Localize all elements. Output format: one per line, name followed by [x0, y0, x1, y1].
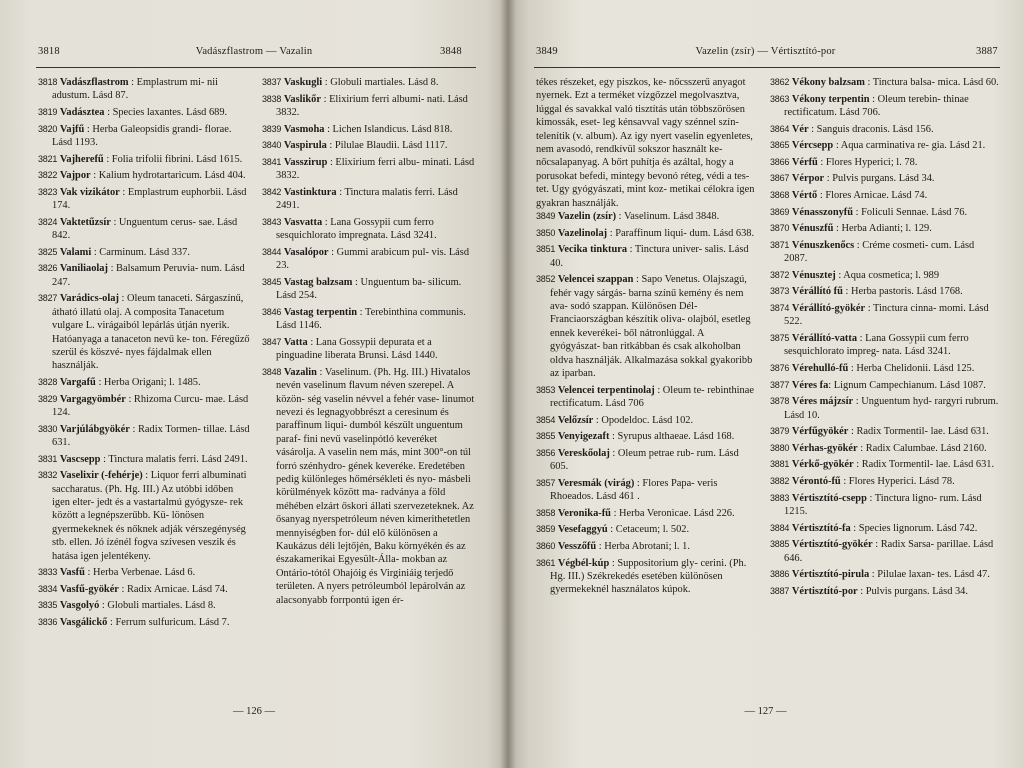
entry-number: 3882	[770, 475, 790, 486]
dictionary-entry	[536, 507, 756, 520]
entry-number: 3831	[38, 453, 58, 464]
entry-number: 3883	[770, 492, 790, 503]
dictionary-entry	[38, 393, 250, 420]
entry-number: 3864	[770, 123, 790, 134]
entry-definition: : Paraffinum liqui- dum. Lásd 638.	[607, 227, 755, 239]
entry-number: 3847	[262, 336, 282, 347]
dictionary-entry	[38, 76, 250, 103]
entry-number: 3870	[770, 223, 790, 234]
dictionary-entry	[262, 76, 476, 89]
entry-headword: Velőzsír	[557, 414, 594, 426]
dictionary-entry	[770, 538, 1000, 565]
entry-number: 3819	[38, 107, 58, 117]
entry-headword: Vérpor	[791, 173, 825, 185]
entry-headword: Vatta	[283, 336, 308, 348]
entry-headword: Varjúlábgyökér	[59, 423, 130, 435]
dictionary-entry	[536, 523, 756, 536]
entry-headword: Véres fa	[791, 379, 829, 391]
dictionary-entry	[770, 239, 1000, 266]
entry-number: 3826	[38, 263, 58, 274]
entry-headword: Vékony terpentin	[791, 93, 870, 105]
dictionary-entry	[770, 379, 1000, 392]
dictionary-entry	[536, 477, 756, 504]
entry-definition: : Species lignorum. Lásd 742.	[850, 522, 978, 534]
entry-headword: Végbél-kúp	[557, 557, 610, 569]
entry-headword: Vasalópor	[283, 246, 329, 258]
dictionary-entry	[38, 376, 250, 389]
entry-definition: : Lignum Campechianum. Lásd 1087.	[828, 379, 986, 391]
entry-number: 3820	[38, 123, 58, 134]
dictionary-entry	[262, 139, 476, 152]
entry-headword: Vazelin (zsír)	[557, 211, 617, 223]
entry-headword: Vérállító-gyökér	[791, 302, 866, 314]
entry-headword: Vértisztító-fa	[791, 522, 851, 534]
entry-number: 3835	[38, 600, 58, 611]
entry-definition: : Kalium hydrotartaricum. Lásd 404.	[90, 170, 246, 182]
entry-headword: Vesszőfű	[557, 541, 597, 553]
entry-definition: : Vaselinum. (Ph. Hg. III.) Hivatalos nevén vaselinum flavum néven szerepel. A közön- ség vaselin névvel a fehér vase- linumot nevezi és legnagyobbrészt a ceresinum és paraffinum liqui- dumból készült unguentum paraf- fini nevű vaselinpótló keveréket vásárolja. A vaselin nem más, mint 300°-on túl forró szénhydro- gének keveréke. Eredetében pedig különleges hőmérsékleti és nyo- másbeli körülmények között ma- radványa a föld méhében elzárt őskori állati szervezeteknek. Az ősanyag nyerspetróleum néven kimerithetetlen mennyiségben for- dúl elő különösen a Kaukázus déli lejtőjén, Baku környékén és az északamerikai Egyesült-Álla- mokban az Ontário-tótól Ohajóig és Virginiáig terjedő területen. A nyers petróleumból lepárolván az alacsonyabb forrpontú igen ér-	[276, 366, 475, 606]
entry-definition: : Elixirium ferri albumi- nati. Lásd 3832.	[276, 93, 468, 118]
dictionary-entry	[38, 599, 250, 612]
entry-definition: : Suppositorium gly- cerini. (Ph. Hg. III.) Székrekedés esetében különösen gyermekeknél használatos kúpok.	[550, 557, 747, 596]
entry-number: 3841	[262, 156, 282, 167]
entry-headword: Vénuszfű	[791, 223, 834, 235]
dictionary-entry	[38, 106, 250, 119]
entry-headword: Venyigezaft	[557, 431, 610, 443]
dictionary-entry	[770, 269, 1000, 282]
entry-headword: Vargagyömbér	[59, 393, 126, 405]
entry-number: 3857	[536, 477, 556, 488]
dictionary-entry	[536, 227, 756, 240]
entry-number: 3834	[38, 583, 58, 594]
entry-headword: Vazalin	[283, 366, 317, 378]
entry-number: 3865	[770, 140, 790, 151]
entry-definition: : Herba Abrotani; l. 1.	[596, 541, 690, 553]
entry-definition: : Oleum tanaceti. Sárgaszínű, átható illatú olaj. A composita Tanacetum vulgare L. virágaiból lepárlás útján nyerik. Hatóanyaga a tanaceton nevű ke- ton. Féregűző szerül és köszvé- nyes fájdalmak ellen használják.	[52, 293, 250, 372]
entry-definition: : Vaselinum. Lásd 3848.	[616, 211, 720, 223]
entry-headword: Vérállító fű	[791, 286, 843, 298]
entry-number: 3863	[770, 93, 790, 104]
dictionary-entry	[38, 216, 250, 243]
entry-definition: : Tinctura malatis ferri. Lásd 2491.	[100, 453, 248, 465]
entry-number: 3878	[770, 396, 790, 407]
entry-headword: Vaspirula	[283, 140, 327, 152]
dictionary-entry	[770, 189, 1000, 202]
entry-definition: : Tinctura cinna- momi. Lásd 522.	[784, 302, 989, 328]
dictionary-entry	[38, 186, 250, 213]
entry-definition: : Tinctura ligno- rum. Lásd 1215.	[784, 492, 982, 517]
entry-definition: : Lana Gossypii cum ferro sesquichlorato impregnata. Lásd 3241.	[276, 216, 437, 242]
entry-definition: : Pilulae Blaudii. Lásd 1117.	[326, 140, 448, 152]
entry-definition: : Radix Calumbae. Lásd 2160.	[857, 442, 987, 454]
entry-definition: : Oleum te- rebinthinae rectificatum. Lásd 706	[550, 384, 754, 410]
left-column-1	[38, 76, 250, 633]
dictionary-entry	[38, 583, 250, 596]
dictionary-entry	[38, 566, 250, 579]
dictionary-entry	[770, 395, 1000, 422]
entry-definition: : Opodeldoc. Lásd 102.	[593, 414, 694, 426]
entry-number: 3840	[262, 140, 282, 151]
page-number: — 126 —	[233, 706, 275, 717]
entry-number: 3845	[262, 276, 282, 287]
entry-headword: Vastinktura	[283, 186, 337, 198]
entry-headword: Vérfű	[791, 156, 818, 168]
dictionary-entry	[770, 93, 1000, 120]
entry-number: 3829	[38, 393, 58, 404]
dictionary-entry	[262, 156, 476, 183]
entry-headword: Vértisztító-por	[791, 585, 858, 597]
entry-number: 3875	[770, 332, 790, 343]
dictionary-entry	[770, 492, 1000, 519]
entry-definition: : Herba Origani; l. 1485.	[95, 377, 201, 388]
entry-number: 3839	[262, 123, 282, 134]
dictionary-entry	[262, 366, 476, 607]
entry-headword: Vargafű	[59, 377, 96, 388]
entry-number: 3854	[536, 414, 556, 425]
dictionary-entry	[38, 246, 250, 259]
entry-number: 3869	[770, 206, 790, 217]
entry-headword: Vastag balzsam	[283, 276, 353, 288]
entry-headword: Vasszirup	[283, 156, 328, 168]
dictionary-entry	[770, 568, 1000, 581]
entry-definition: : Elixirium ferri albu- minati. Lásd 3832.	[276, 156, 475, 182]
entry-number: 3821	[38, 153, 58, 164]
entry-number: 3860	[536, 541, 556, 552]
dictionary-entry	[536, 273, 756, 380]
dictionary-entry	[536, 447, 756, 474]
entry-number: 3876	[770, 362, 790, 373]
entry-headword: Vértisztító-gyökér	[791, 539, 873, 551]
dictionary-entry	[38, 423, 250, 450]
entry-headword: Vasgálickő	[59, 617, 108, 628]
dictionary-entry	[536, 243, 756, 270]
entry-definition: : Flores Arnicae. Lásd 74.	[817, 189, 928, 201]
dictionary-entry	[770, 475, 1000, 488]
entry-headword: Vazelinolaj	[557, 227, 608, 239]
right-page	[508, 0, 1023, 768]
entry-number: 3872	[770, 269, 790, 280]
header-number-start: 3818	[38, 46, 60, 57]
entry-number: 3848	[262, 366, 282, 377]
entry-headword: Vajfű	[59, 123, 85, 135]
entry-number: 3867	[770, 173, 790, 184]
entry-definition: : Tinctura univer- salis. Lásd 40.	[550, 244, 749, 269]
entry-headword: Vasfű	[59, 567, 85, 579]
entry-headword: Vértisztító-csepp	[791, 492, 867, 504]
entry-headword: Vérállító-vatta	[791, 332, 858, 344]
entry-definition: : Herba pastoris. Lásd 1768.	[842, 286, 963, 298]
entry-number: 3824	[38, 216, 58, 227]
entry-definition: : Pilulae laxan- tes. Lásd 47.	[869, 569, 990, 581]
entry-number: 3859	[536, 524, 556, 535]
entry-headword: Vadászflastrom	[59, 77, 129, 88]
entry-headword: Vérhas-gyökér	[791, 442, 858, 454]
entry-headword: Vadásztea	[59, 107, 105, 118]
entry-definition: : Pulvis purgans. Lásd 34.	[824, 173, 935, 185]
entry-headword: Velencei szappan	[557, 274, 634, 286]
entry-headword: Vascsepp	[59, 453, 101, 465]
dictionary-entry	[536, 557, 756, 597]
dictionary-entry	[770, 123, 1000, 136]
entry-definition: : Unguentum hyd- rargyri rubrum. Lásd 10.	[784, 396, 999, 421]
entry-headword: Vértisztító-pirula	[791, 569, 870, 581]
entry-headword: Vasfű-gyökér	[59, 583, 119, 595]
entry-definition: : Folia trifolii fibrini. Lásd 1615.	[103, 153, 243, 165]
entry-number: 3886	[770, 569, 790, 580]
entry-definition: : Lana Gossypii depurata et a pinguadine liberata Brunsi. Lásd 1440.	[276, 336, 438, 362]
entry-definition: : Carminum. Lásd 337.	[91, 246, 190, 258]
entry-definition: : Sanguis draconis. Lásd 156.	[808, 123, 934, 135]
entry-headword: Vérehulló-fű	[791, 362, 849, 374]
entry-number: 3822	[38, 170, 58, 181]
entry-number: 3866	[770, 156, 790, 167]
entry-definition: : Ferrum sulfuricum. Lásd 7.	[107, 617, 230, 628]
dictionary-entry	[770, 76, 1000, 89]
entry-definition: : Lichen Islandicus. Lásd 818.	[324, 123, 453, 135]
entry-definition: : Radix Tormentil- lae. Lásd 631.	[848, 426, 989, 438]
entry-number: 3836	[38, 617, 58, 627]
left-page	[0, 0, 508, 768]
entry-number: 3833	[38, 567, 58, 578]
entry-number: 3827	[38, 293, 58, 304]
entry-number: 3823	[38, 186, 58, 197]
entry-definition: : Syrupus althaeae. Lásd 168.	[609, 431, 735, 443]
entry-headword: Vérfűgyökér	[791, 426, 849, 438]
entry-headword: Vaktetűzsír	[59, 216, 111, 228]
dictionary-entry	[38, 262, 250, 289]
entry-headword: Vak vizikátor	[59, 186, 120, 198]
right-column-2	[770, 76, 1000, 601]
header-rule	[36, 67, 476, 68]
entry-headword: Vaslikőr	[283, 93, 321, 105]
dictionary-entry	[770, 206, 1000, 219]
dictionary-entry	[770, 172, 1000, 185]
entry-number: 3877	[770, 379, 790, 390]
entry-definition: : Herba Galeopsidis grandi- florae. Lásd 1193.	[52, 123, 232, 148]
entry-headword: Vajherefű	[59, 153, 104, 165]
entry-headword: Vasmoha	[283, 123, 325, 135]
entry-headword: Vaskugli	[283, 77, 323, 88]
entry-definition: : Lana Gossypii cum ferro sesquichlorato impreg- nata. Lásd 3241.	[784, 332, 969, 358]
dictionary-entry	[262, 216, 476, 243]
dictionary-entry	[38, 469, 250, 563]
header-number-end: 3887	[976, 46, 998, 57]
header-number-start: 3849	[536, 46, 558, 57]
entry-headword: Vasvatta	[283, 216, 323, 228]
entry-headword: Vajpor	[59, 170, 91, 182]
running-header: Vazelin (zsír) — Vértisztító-por	[695, 46, 836, 57]
entry-headword: Vaniliaolaj	[59, 263, 108, 275]
dictionary-entry	[770, 458, 1000, 471]
entry-number: 3873	[770, 286, 790, 297]
dictionary-entry	[38, 123, 250, 150]
entry-number: 3862	[770, 77, 790, 87]
entry-headword: Velencei terpentinolaj	[557, 384, 655, 396]
entry-definition: : Radix Tormen- tillae. Lásd 631.	[52, 423, 250, 448]
entry-definition: : Oleum petrae rub- rum. Lásd 605.	[550, 447, 739, 473]
dictionary-entry	[38, 453, 250, 466]
entry-headword: Vastag terpentin	[283, 306, 358, 318]
dictionary-entry	[536, 414, 756, 427]
entry-headword: Vénasszonyfű	[791, 206, 854, 218]
dictionary-entry	[38, 153, 250, 166]
entry-number: 3874	[770, 302, 790, 313]
dictionary-entry	[536, 384, 756, 411]
entry-number: 3871	[770, 239, 790, 250]
entry-number: 3838	[262, 93, 282, 104]
entry-number: 3830	[38, 423, 58, 434]
entry-definition: : Foliculi Sennae. Lásd 76.	[853, 206, 968, 218]
entry-headword: Vénuszkenőcs	[791, 239, 855, 251]
entry-definition: : Radix Sarsa- parillae. Lásd 646.	[784, 539, 994, 564]
entry-number: 3850	[536, 227, 556, 238]
dictionary-entry	[770, 332, 1000, 359]
entry-headword: Vecika tinktura	[557, 244, 628, 256]
header-number-end: 3848	[440, 46, 462, 57]
entry-number: 3880	[770, 442, 790, 453]
dictionary-entry	[262, 186, 476, 213]
entry-definition: : Terebinthina communis. Lásd 1146.	[276, 306, 466, 332]
entry-definition: : Cetaceum; l. 502.	[607, 524, 690, 536]
entry-definition: : Unguentum cerus- sae. Lásd 842.	[52, 216, 238, 242]
entry-definition: : Radix Tormentil- lae. Lásd 631.	[853, 459, 995, 471]
left-column-2	[262, 76, 476, 610]
dictionary-entry	[262, 246, 476, 273]
dictionary-entry	[262, 123, 476, 136]
entry-number: 3846	[262, 306, 282, 317]
entry-number: 3842	[262, 186, 282, 197]
dictionary-entry	[262, 336, 476, 363]
entry-definition: : Globuli martiales. Lásd 8.	[322, 77, 439, 88]
entry-definition: : Emplastrum euphorbii. Lásd 174.	[52, 186, 247, 212]
dictionary-entry	[262, 276, 476, 303]
entry-definition: : Balsamum Peruvia- num. Lásd 247.	[52, 263, 245, 288]
entry-number: 3818	[38, 77, 58, 87]
entry-definition: : Flores Papa- veris Rhoeados. Lásd 461 .	[550, 477, 718, 503]
entry-definition: : Globuli martiales. Lásd 8.	[99, 600, 216, 612]
entry-headword: Vasgolyó	[59, 600, 100, 612]
entry-headword: Vékony balzsam	[791, 77, 865, 88]
entry-number: 3844	[262, 246, 282, 257]
entry-number: 3843	[262, 216, 282, 227]
entry-headword: Vérontó-fű	[791, 475, 841, 487]
running-header: Vadászflastrom — Vazalin	[195, 46, 313, 57]
entry-definition: : Herba Veronicae. Lásd 226.	[610, 507, 735, 519]
entry-definition: : Emplastrum mi- nii adustum. Lásd 87.	[52, 77, 219, 102]
entry-number: 3849	[536, 211, 556, 222]
entry-definition: : Aqua cosmetica; l. 989	[835, 269, 940, 281]
dictionary-entry	[770, 362, 1000, 375]
page-number: — 127 —	[744, 706, 787, 717]
entry-headword: Valami	[59, 246, 92, 258]
entry-number: 3879	[770, 426, 790, 437]
entry-definition: : Tinctura malatis ferri. Lásd 2491.	[276, 186, 458, 212]
dictionary-entry	[770, 522, 1000, 535]
entry-definition: : Tinctura balsa- mica. Lásd 60.	[864, 77, 999, 88]
entry-headword: Vérkő-gyökér	[791, 459, 854, 471]
entry-headword: Vértő	[791, 189, 818, 201]
dictionary-entry	[770, 442, 1000, 455]
entry-number: 3861	[536, 557, 556, 568]
entry-definition: : Flores Hyperici. Lásd 78.	[840, 475, 955, 487]
entry-headword: Vér	[791, 123, 809, 135]
entry-definition: : Sapo Venetus. Olajszagú, fehér vagy sárgás- barna színű kemény és nem ava- sodó szappan. Különösen Dél- Franciaországban készítik oliva- olajból, esetleg ennek keverékei- ből nátronlúggal. A gyógyászat- ban ritkábban és csak alkoholban oldva használják. Alkalmazása sokkal gyakoribb az iparban.	[550, 274, 753, 380]
entry-number: 3852	[536, 274, 556, 285]
entry-number: 3884	[770, 522, 790, 533]
entry-definition: : Herba Adianti; l. 129.	[833, 223, 932, 235]
dictionary-entry	[262, 306, 476, 333]
entry-number: 3851	[536, 244, 556, 255]
entry-number: 3881	[770, 459, 790, 470]
entry-definition: : Herba Verbenae. Lásd 6.	[84, 567, 196, 579]
entry-number: 3825	[38, 246, 58, 257]
entry-definition: : Liquor ferri albuminati saccharatus. (Ph. Hg. III.) Az utóbbi időben igen elter- jedt és a vastartalmú gyógysze- rek között a legnépszerűbb. Kü- lönösen gyermekeknek és nőknek adják vérszegénység stb. ellen. Jó ízénél fogva szívesen veszik és hatása igen jelentékeny.	[52, 470, 247, 562]
dictionary-entry	[536, 540, 756, 553]
dictionary-entry	[262, 93, 476, 120]
entry-definition: : Gummi arabicum pul- vis. Lásd 23.	[276, 246, 470, 272]
entry-headword: Vesefaggyú	[557, 524, 608, 536]
dictionary-entry	[770, 139, 1000, 152]
entry-definition: : Flores Hyperici; l. 78.	[817, 156, 918, 168]
entry-number: 3868	[770, 189, 790, 200]
entry-headword: Veronika-fű	[557, 507, 611, 519]
entry-headword: Vereskőolaj	[557, 447, 610, 459]
entry-definition: : Unguentum ba- silicum. Lásd 254.	[276, 276, 462, 302]
entry-definition: : Radix Arnicae. Lásd 74.	[118, 583, 228, 595]
dictionary-entry	[770, 302, 1000, 329]
dictionary-entry	[38, 616, 250, 629]
entry-definition: : Rhizoma Curcu- mae. Lásd 124.	[52, 393, 249, 418]
dictionary-entry	[536, 430, 756, 443]
entry-number: 3828	[38, 377, 58, 387]
entry-headword: Vénusztej	[791, 269, 836, 281]
entry-number: 3858	[536, 507, 556, 518]
entry-number: 3855	[536, 431, 556, 442]
entry-number: 3853	[536, 384, 556, 395]
dictionary-entry	[770, 425, 1000, 438]
dictionary-entry	[770, 222, 1000, 235]
header-rule	[534, 67, 1000, 68]
entry-definition: : Oleum terebin- thinae rectificatum. Lásd 706.	[784, 93, 969, 118]
entry-number: 3856	[536, 447, 556, 458]
entry-headword: Vaselixir (-fehérje)	[59, 470, 143, 482]
entry-definition: : Species laxantes. Lásd 689.	[104, 107, 228, 118]
entry-headword: Véres májzsír	[791, 396, 854, 408]
dictionary-entry	[770, 585, 1000, 598]
entry-definition: : Herba Chelidonii. Lásd 125.	[848, 362, 975, 374]
entry-definition: : Aqua carminativa re- gia. Lásd 21.	[833, 140, 986, 152]
dictionary-entry	[770, 156, 1000, 169]
entry-number: 3837	[262, 77, 282, 87]
dictionary-entry	[770, 285, 1000, 298]
entry-definition: : Pulvis purgans. Lásd 34.	[857, 585, 968, 597]
entry-number: 3887	[770, 585, 790, 596]
entry-number: 3832	[38, 470, 58, 481]
entry-headword: Varádics-olaj	[59, 293, 119, 305]
dictionary-entry	[536, 210, 756, 223]
entry-headword: Veresmák (virág)	[557, 477, 635, 489]
dictionary-entry	[38, 292, 250, 372]
entry-headword: Vércsepp	[791, 140, 834, 152]
entry-definition: : Créme cosmeti- cum. Lásd 2087.	[784, 239, 975, 265]
entry-number: 3885	[770, 539, 790, 550]
continued-paragraph: tékes részeket, egy piszkos, ke- nőcsszerű anyagot nyernek. Ezt a terméket vízgőzzel megolvasztva, lúggal és savakkal való tisztítás után többszörösen kimossák, eset- leg kénsavval vagy szénnel szín- telenítik (v. album). Az igy nyert vaselin egyenletes, nem avasodó, rendkívül sokszor használt ke- nőcsalapanyag. A bőrt puhítja és azáltal, hogy a porusokat befedi, mintegy bevonó réteg, védi a tes- tet. Ugy gyógyászati, mint koz- metikai célokra igen gyakran használják.	[536, 77, 755, 209]
right-column-1	[536, 76, 756, 600]
dictionary-entry	[38, 169, 250, 182]
